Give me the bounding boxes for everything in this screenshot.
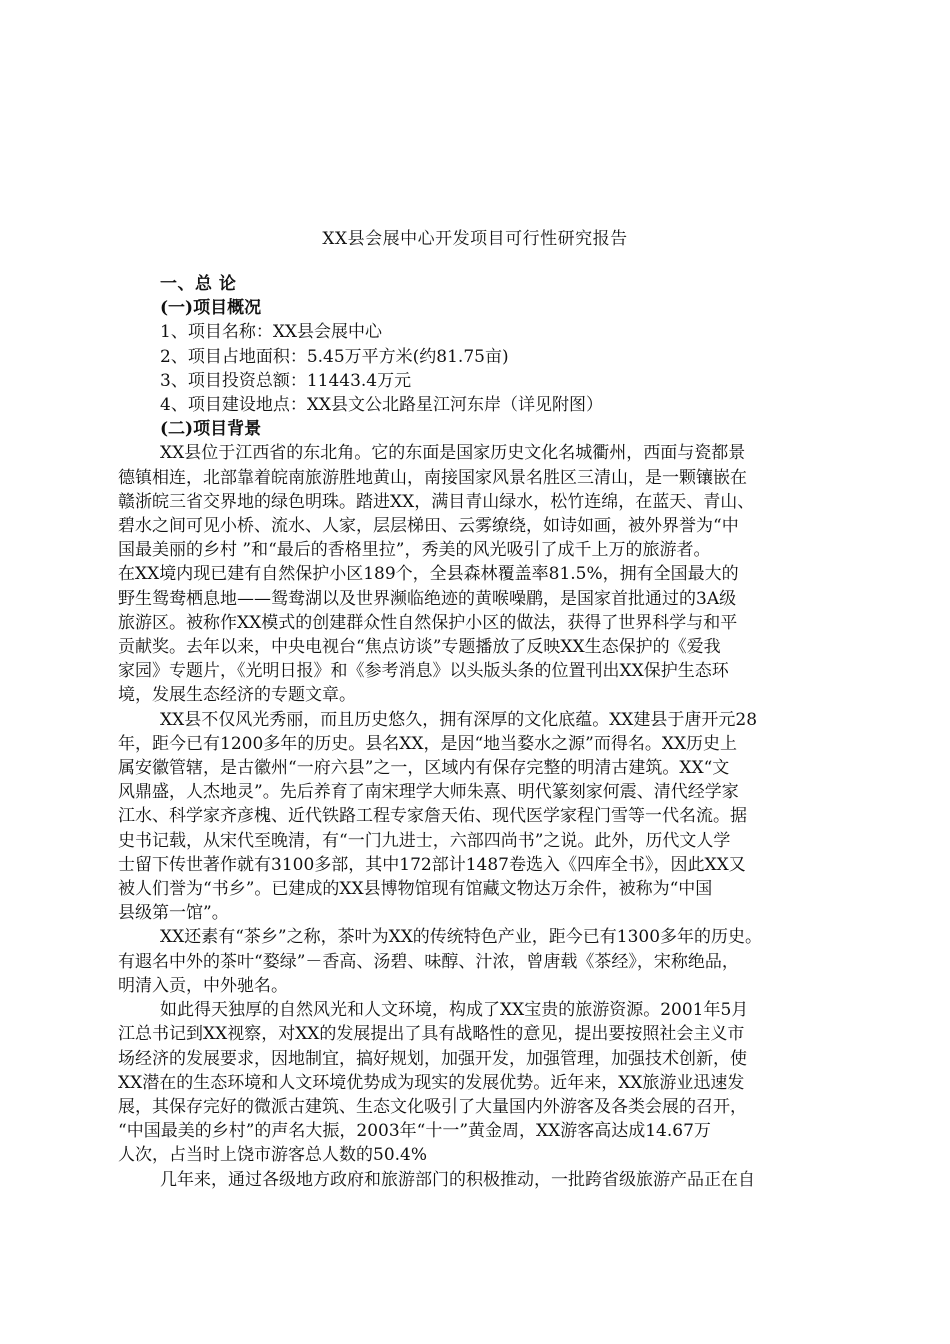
paragraph-line: XX县位于江西省的东北角。它的东面是国家历史文化名城衢州，西面与瓷都景 <box>160 443 746 464</box>
paragraph-line: 国最美丽的乡村 ”和“最后的香格里拉”，秀美的风光吸引了成千上万的旅游者。 <box>118 540 711 561</box>
paragraph-line: 在XX境内现已建有自然保护小区189个，全县森林覆盖率81.5%，拥有全国最大的 <box>118 564 739 585</box>
paragraph-line: 境，发展生态经济的专题文章。 <box>118 685 356 706</box>
paragraph-line: 县级第一馆”。 <box>118 903 229 924</box>
paragraph-line: 展，其保存完好的微派古建筑、生态文化吸引了大量国内外游客及各类会展的召开， <box>118 1096 747 1117</box>
paragraph-line: 士留下传世著作就有3100多部，其中172部计1487卷选入《四库全书》，因此XX又 <box>118 854 746 875</box>
paragraph-line: 场经济的发展要求，因地制宜，搞好规划，加强开发，加强管理，加强技术创新，使 <box>118 1048 747 1069</box>
paragraph-line: 旅游区。被称作XX模式的创建群众性自然保护小区的做法，获得了世界科学与和平 <box>118 612 738 633</box>
paragraph-line: 史书记载，从宋代至晚清，有“一门九进士，六部四尚书”之说。此外，历代文人学 <box>118 830 731 851</box>
overview-item: 1、项目名称：XX县会展中心 <box>160 322 383 343</box>
paragraph-line: 赣浙皖三省交界地的绿色明珠。踏进XX，满目青山绿水，松竹连绵，在蓝天、青山、 <box>118 491 755 512</box>
paragraph-line: 野生鸳鸯栖息地——鸳鸯湖以及世界濒临绝迹的黄喉噪鹛，是国家首批通过的3A级 <box>118 588 737 609</box>
paragraph-line: 几年来，通过各级地方政府和旅游部门的积极推动，一批跨省级旅游产品正在自 <box>160 1169 755 1190</box>
paragraph-line: 风鼎盛，人杰地灵”。先后养育了南宋理学大师朱熹、明代篆刻家何震、清代经学家 <box>118 782 739 803</box>
paragraph-line: 江总书记到XX视察，对XX的发展提出了具有战略性的意见，提出要按照社会主义市 <box>118 1024 745 1045</box>
paragraph-line: 如此得天独厚的自然风光和人文环境，构成了XX宝贵的旅游资源。2001年5月 <box>160 1000 749 1021</box>
subsection-heading-background: (二)项目背景 <box>160 419 262 440</box>
paragraph-line: 人次，占当时上饶市游客总人数的50.4% <box>118 1145 428 1166</box>
document-title: XX县会展中心开发项目可行性研究报告 <box>322 229 628 249</box>
section-heading-general: 一、总 论 <box>160 274 237 294</box>
paragraph-line: 江水、科学家齐彦槐、近代铁路工程专家詹天佑、现代医学家程门雪等一代名流。据 <box>118 806 747 827</box>
paragraph-line: 家园》专题片，《光明日报》和《参考消息》以头版头条的位置刊出XX保护生态环 <box>118 661 729 682</box>
overview-item: 3、项目投资总额：11443.4万元 <box>160 370 412 391</box>
paragraph-line: 贡献奖。去年以来，中央电视台“焦点访谈”专题播放了反映XX生态保护的《爱我 <box>118 637 721 658</box>
paragraph-line: 年，距今已有1200多年的历史。县名XX，是因“地当婺水之源”而得名。XX历史上 <box>118 733 738 754</box>
paragraph-line: “中国最美的乡村”的声名大振，2003年“十一”黄金周，XX游客高达成14.67万 <box>118 1121 711 1142</box>
document-body <box>118 272 836 1192</box>
paragraph-line: 明清入贡，中外驰名。 <box>118 975 288 996</box>
paragraph-line: 德镇相连，北部靠着皖南旅游胜地黄山，南接国家风景名胜区三清山，是一颗镶嵌在 <box>118 467 747 488</box>
paragraph-line: 被人们誉为“书乡”。已建成的XX县博物馆现有馆藏文物达万余件，被称为“中国 <box>118 879 713 900</box>
overview-item: 4、项目建设地点：XX县文公北路星江河东岸（详见附图） <box>160 395 604 416</box>
subsection-heading-overview: (一)项目概况 <box>160 298 262 319</box>
paragraph-line: 有遐名中外的茶叶“婺绿”－香高、汤碧、味醇、汁浓，曾唐载《茶经》，宋称绝品， <box>118 951 739 972</box>
paragraph-line: 属安徽管辖，是古徽州“一府六县”之一，区域内有保存完整的明清古建筑。XX“文 <box>118 758 730 779</box>
paragraph-line: 碧水之间可见小桥、流水、人家，层层梯田、云雾缭绕，如诗如画，被外界誉为“中 <box>118 516 739 537</box>
paragraph-line: XX还素有“茶乡”之称，茶叶为XX的传统特色产业，距今已有1300多年的历史。 <box>160 927 763 948</box>
paragraph-line: XX县不仅风光秀丽，而且历史悠久，拥有深厚的文化底蕴。XX建县于唐开元28 <box>160 709 758 730</box>
paragraph-line: XX潜在的生态环境和人文环境优势成为现实的发展优势。近年来，XX旅游业迅速发 <box>118 1072 745 1093</box>
overview-item: 2、项目占地面积：5.45万平方米(约81.75亩) <box>160 346 509 367</box>
